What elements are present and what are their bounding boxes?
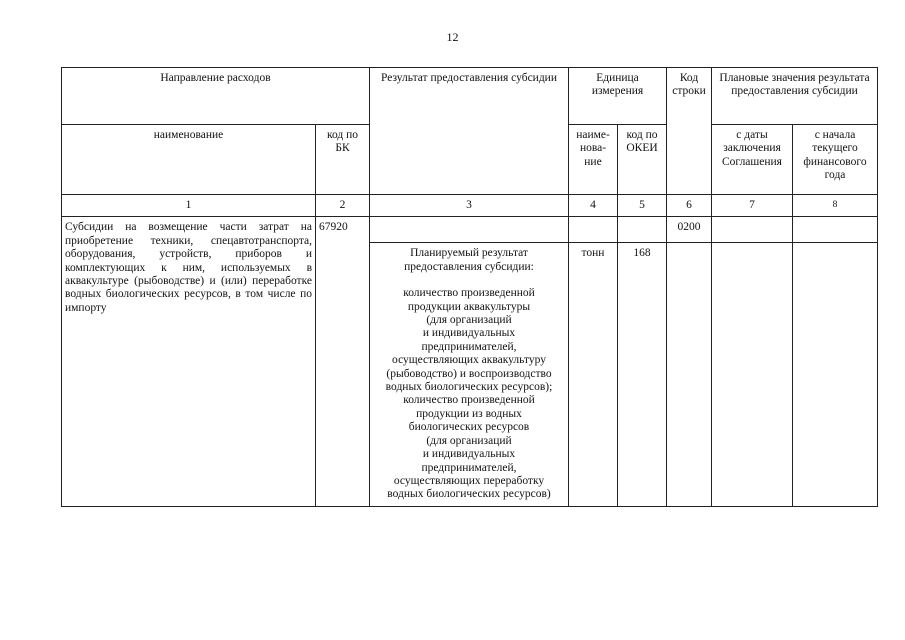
plan-year-value-cell — [793, 243, 878, 506]
plan-year-empty-cell — [793, 217, 878, 243]
plan-agreement-empty-cell — [712, 217, 793, 243]
result-line: Планируемый результат — [410, 247, 528, 260]
result-line: (для организаций — [426, 434, 512, 447]
expense-name-cell: Субсидии на возмещение части затрат на приобретение техники, спецавтотранспорта, оборудования, устройств, приборов и комплектующих к ним, используемых в аквакультуре (рыбоводстве) и (или) переработке водных биологических ресурсов, в том числе по импорту — [62, 217, 316, 506]
column-number: 5 — [618, 195, 667, 217]
unit-empty-cell — [569, 217, 618, 243]
result-line: предпринимателей, — [421, 340, 517, 353]
result-line: (для организаций — [426, 314, 512, 327]
unit-name-cell: тонн — [569, 243, 618, 506]
header-name: наименование — [62, 125, 316, 195]
result-line: предоставления субсидии: — [404, 260, 534, 273]
header-okei-code: код по ОКЕИ — [618, 125, 667, 195]
column-number: 1 — [62, 195, 316, 217]
result-line: продукции из водных — [416, 407, 522, 420]
result-line: водных биологических ресурсов) — [387, 488, 551, 501]
row-code-cell: 0200 — [667, 217, 712, 243]
subsidy-results-table — [61, 67, 878, 507]
header-unit-name: наиме- нова- ние — [569, 125, 618, 195]
header-from-agreement: с даты заключения Соглашения — [712, 125, 793, 195]
result-line: (рыбоводство) и воспроизводство — [386, 367, 552, 380]
header-planned: Плановые значения результата предоставления субсидии — [712, 68, 878, 125]
column-number: 7 — [712, 195, 793, 217]
result-line: и индивидуальных — [422, 327, 516, 340]
okei-empty-cell — [618, 217, 667, 243]
okei-code-cell: 168 — [618, 243, 667, 506]
result-line: предпринимателей, — [421, 461, 517, 474]
result-line: и индивидуальных — [422, 448, 516, 461]
column-number: 6 — [667, 195, 712, 217]
result-line: количество произведенной — [403, 394, 535, 407]
header-unit: Единица измерения — [569, 68, 667, 125]
header-row-code: Код строки — [667, 68, 712, 195]
row-code-empty-cell — [667, 243, 712, 506]
result-line: осуществляющих аквакультуру — [392, 354, 546, 367]
header-direction: Направление расходов — [62, 68, 370, 125]
result-line: биологических ресурсов — [408, 421, 530, 434]
header-bk-code: код по БК — [316, 125, 370, 195]
bk-code-cell: 67920 — [316, 217, 370, 506]
result-cell — [370, 243, 569, 506]
result-line: осуществляющих переработку — [393, 474, 545, 487]
result-line: продукции аквакультуры — [407, 300, 531, 313]
result-text — [373, 247, 565, 501]
page-number: 12 — [446, 30, 459, 44]
header-from-year-start: с начала текущего финансового года — [793, 125, 878, 195]
result-line: количество произведенной — [403, 287, 535, 300]
column-number: 8 — [793, 195, 878, 217]
column-number: 2 — [316, 195, 370, 217]
data-row-top — [62, 217, 878, 243]
header-result: Результат предоставления субсидии — [370, 68, 569, 195]
result-empty-cell — [370, 217, 569, 243]
column-number: 3 — [370, 195, 569, 217]
column-number: 4 — [569, 195, 618, 217]
header-row-1 — [62, 68, 878, 125]
plan-agreement-value-cell — [712, 243, 793, 506]
result-line — [373, 274, 565, 287]
result-line: водных биологических ресурсов); — [385, 381, 553, 394]
column-numbers-row — [62, 195, 878, 217]
